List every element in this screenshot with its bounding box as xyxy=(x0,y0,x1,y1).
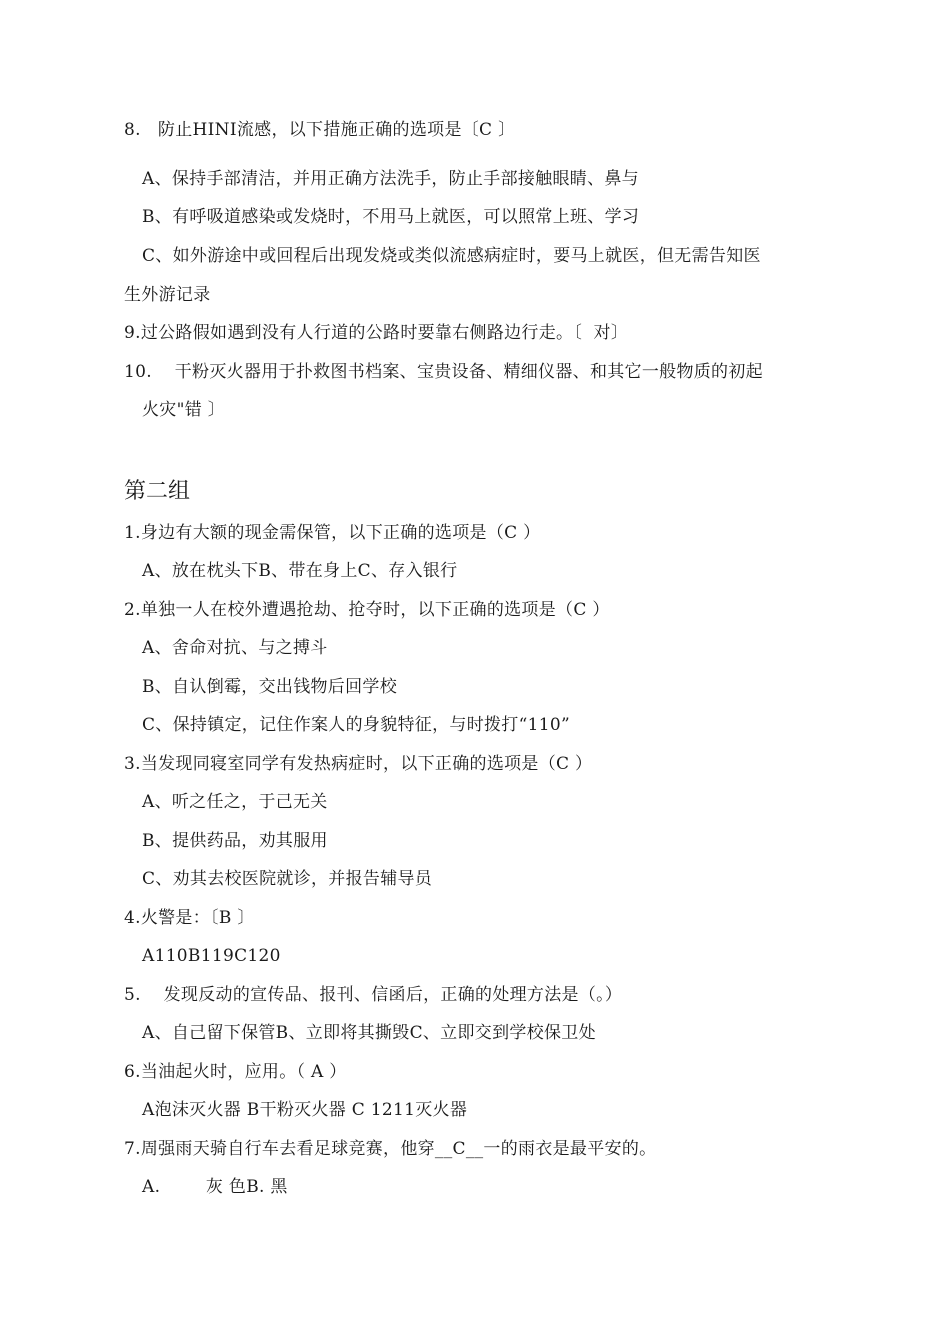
group2-question-2: 2.单独一人在校外遭遇抢劫、抢夺时，以下正确的选项是（C ） xyxy=(124,600,610,620)
question-8-option-b: B、有呼吸道感染或发烧时，不用马上就医，可以照常上班、学习 xyxy=(142,207,640,227)
group2-question-7-options: A. 灰 色B. 黑 xyxy=(142,1177,288,1197)
group2-question-4-options: A110B119C120 xyxy=(142,946,281,966)
question-8-option-c-continued: 生外游记录 xyxy=(124,285,211,305)
group2-question-1: 1.身边有大额的现金需保管，以下正确的选项是（C ） xyxy=(124,523,541,543)
group2-question-5: 5. 发现反动的宣传品、报刊、信函后，正确的处理方法是（。） xyxy=(124,985,623,1005)
group2-question-3-option-a: A、听之任之，于己无关 xyxy=(142,792,328,812)
group2-question-2-option-b: B、自认倒霉，交出钱物后回学校 xyxy=(142,677,397,697)
group2-question-4: 4.火警是：〔B 〕 xyxy=(124,908,255,928)
question-8-option-a: A、保持手部清洁，并用正确方法洗手，防止手部接触眼睛、鼻与 xyxy=(142,169,639,189)
section-heading: 第二组 xyxy=(124,479,191,504)
question-9: 9.过公路假如遇到没有人行道的公路时要靠右侧路边行走。〔 对〕 xyxy=(124,323,629,343)
group2-question-3-option-c: C、劝其去校医院就诊，并报告辅导员 xyxy=(142,869,433,889)
group2-question-6-options: A泡沫灭火器 B干粉灭火器 C 1211灭火器 xyxy=(142,1100,468,1120)
group2-question-6: 6.当油起火时，应用。（ A ） xyxy=(124,1062,347,1082)
group2-question-3-option-b: B、提供药品，劝其服用 xyxy=(142,831,328,851)
group2-question-2-option-a: A、舍命对抗、与之搏斗 xyxy=(142,638,328,658)
question-8-option-c: C、如外游途中或回程后出现发烧或类似流感病症时，要马上就医，但无需告知医 xyxy=(142,246,761,266)
group2-question-7: 7.周强雨天骑自行车去看足球竞赛，他穿__C__一的雨衣是最平安的。 xyxy=(124,1139,657,1159)
group2-question-1-options: A、放在枕头下B、带在身上C、存入银行 xyxy=(142,561,458,581)
question-8: 8. 防止HINI流感，以下措施正确的选项是〔C 〕 xyxy=(124,120,516,140)
group2-question-2-option-c: C、保持镇定，记住作案人的身貌特征，与时拨打“110” xyxy=(142,715,570,735)
group2-question-5-options: A、自己留下保管B、立即将其撕毁C、立即交到学校保卫处 xyxy=(142,1023,596,1043)
question-10-continued: 火灾"错 〕 xyxy=(142,400,226,420)
group2-question-3: 3.当发现同寝室同学有发热病症时，以下正确的选项是（C ） xyxy=(124,754,593,774)
question-10: 10. 干粉灭火器用于扑救图书档案、宝贵设备、精细仪器、和其它一般物质的初起 xyxy=(124,362,763,382)
